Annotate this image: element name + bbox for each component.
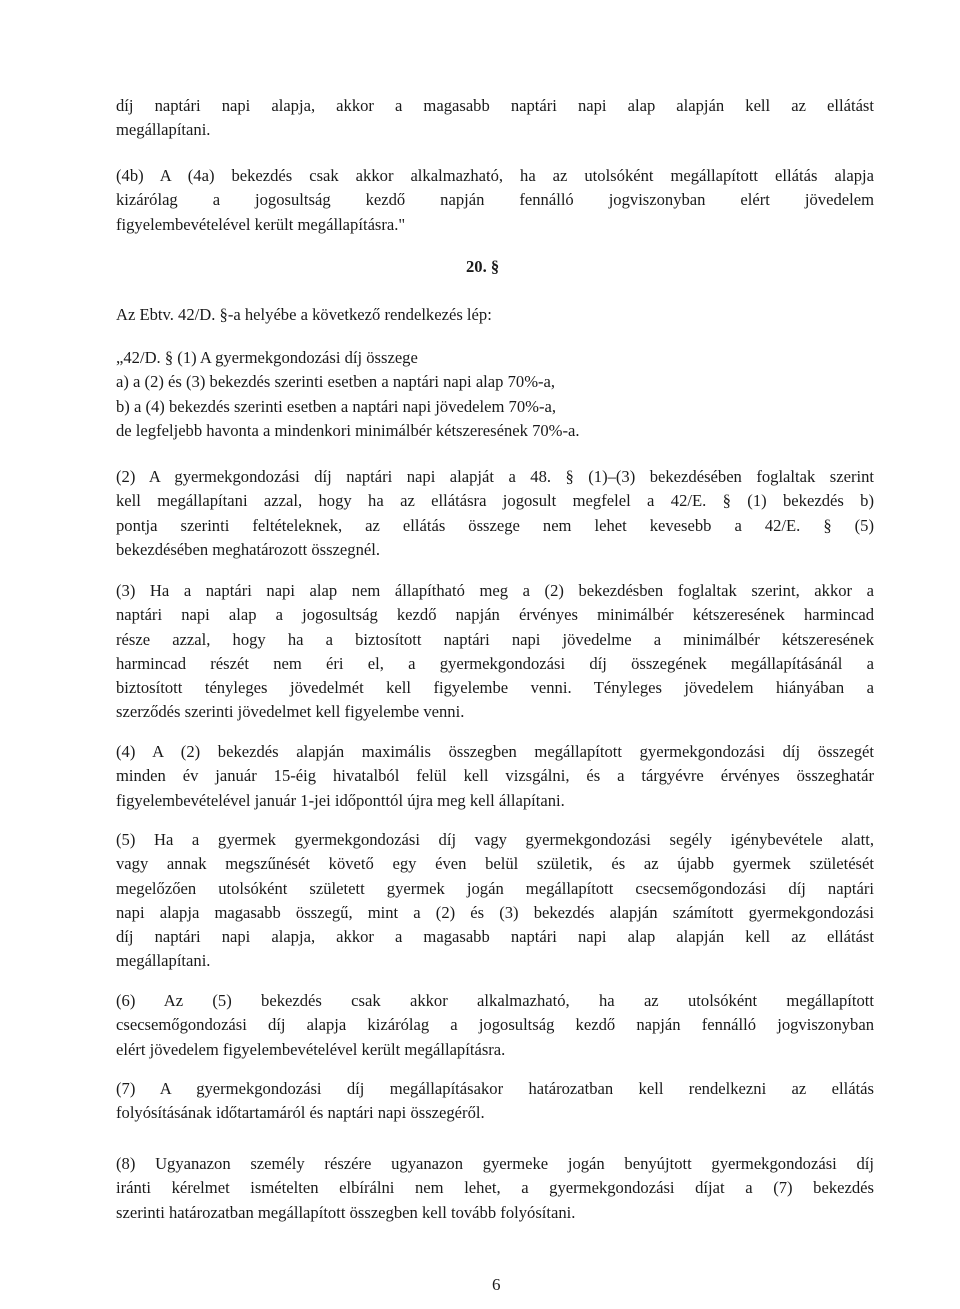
text-line: folyósításának időtartamáról és naptári napi összegéről. — [116, 1103, 485, 1123]
section-number: 20. § — [466, 257, 500, 276]
text-line: megállapítani. — [116, 120, 211, 140]
text-line: napi alapja magasabb összegű, mint a (2) és (3) bekezdés alapján számított gyermekgondozási — [116, 902, 874, 922]
text-line: Az Ebtv. 42/D. §-a helyébe a következő rendelkezés lép: — [116, 305, 492, 324]
text-line: figyelembevételével január 1-jei időponttól újra meg kell állapítani. — [116, 790, 565, 810]
text-line: (5) Ha a gyermek gyermekgondozási díj vagy gyermekgondozási segély igénybevétele alatt, — [116, 830, 874, 849]
text-line: megelőzően utolsóként született gyermek jogán megállapított csecsemőgondozási díj naptári — [116, 878, 874, 898]
paragraph-2 — [116, 465, 874, 562]
text-line: díj naptári napi alapja, akkor a magasabb naptári napi alap alapján kell az ellátást — [116, 927, 874, 947]
text-line: minden év január 15-éig hivatalból felül kell vizsgálni, és a tárgyévre érvényes összeghatár — [116, 766, 874, 786]
text-line: szerződés szerinti jövedelmet kell figyelembe venni. — [116, 702, 465, 722]
text-line: (8) Ugyanazon személy részére ugyanazon gyermeke jogán benyújtott gyermekgondozási díj — [116, 1154, 874, 1173]
text-line: b) a (4) bekezdés szerinti esetben a naptári napi jövedelem 70%-a, — [116, 396, 557, 416]
text-line: kizárólag a jogosultság kezdő napján fennálló jogviszonyban elért jövedelem — [116, 190, 874, 210]
text-line: figyelembevételével került megállapításra." — [116, 214, 406, 234]
text-line: (2) A gyermekgondozási díj naptári napi alapját a 48. § (1)–(3) bekezdésében foglaltak szerint — [116, 467, 874, 486]
text-line: vagy annak megszűnését követő egy éven belül születik, és az újabb gyermek születését — [116, 854, 874, 874]
text-line: bekezdésében meghatározott összegnél. — [116, 539, 381, 559]
text-line: része azzal, hogy ha a biztosított naptári napi jövedelme a minimálbér kétszeresének — [116, 629, 874, 649]
amendment-intro — [116, 303, 874, 327]
paragraph-3 — [116, 579, 874, 725]
text-line: (4) A (2) bekezdés alapján maximális összegben megállapított gyermekgondozási díj összegét — [116, 742, 874, 761]
text-line: iránti kérelmet ismételten elbírálni nem lehet, a gyermekgondozási díjat a (7) bekezdés — [116, 1178, 874, 1198]
text-line: szerinti határozatban megállapított összegben kell tovább folyósítani. — [116, 1202, 576, 1222]
paragraph-1 — [116, 346, 874, 443]
paragraph-7 — [116, 1077, 874, 1126]
page-number: 6 — [492, 1275, 501, 1294]
text-line: harmincad részét nem éri el, a gyermekgondozási díj összegének megállapításánál a — [116, 653, 874, 673]
paragraph-8 — [116, 1152, 874, 1225]
text-line: díj naptári napi alapja, akkor a magasabb naptári napi alap alapján kell az ellátást — [116, 96, 874, 115]
text-line: a) a (2) és (3) bekezdés szerinti esetben a naptári napi alap 70%-a, — [116, 372, 556, 392]
paragraph-4b — [116, 164, 874, 237]
paragraph-5 — [116, 828, 874, 974]
text-line: naptári napi alap a jogosultság kezdő napján érvényes minimálbér kétszeresének harmincad — [116, 605, 874, 625]
paragraph-6 — [116, 989, 874, 1062]
text-line: „42/D. § (1) A gyermekgondozási díj összege — [116, 348, 418, 367]
text-line: megállapítani. — [116, 951, 211, 971]
text-line: (7) A gyermekgondozási díj megállapításakor határozatban kell rendelkezni az ellátás — [116, 1079, 874, 1098]
text-line: kell megállapítani azzal, hogy ha az ellátásra jogosult megfelel a 42/E. § (1) bekezdés b) — [116, 491, 874, 511]
text-line: de legfeljebb havonta a mindenkori minimálbér kétszeresének 70%-a. — [116, 420, 580, 440]
text-line: (6) Az (5) bekezdés csak akkor alkalmazható, ha az utolsóként megállapított — [116, 991, 874, 1010]
text-line: (3) Ha a naptári napi alap nem állapítható meg a (2) bekezdésben foglaltak szerint, akkor a — [116, 581, 874, 600]
text-line: pontja szerinti feltételeknek, az ellátás összege nem lehet kevesebb a 42/E. § (5) — [116, 515, 874, 535]
text-line: (4b) A (4a) bekezdés csak akkor alkalmazható, ha az utolsóként megállapított ellátás alapja — [116, 166, 874, 185]
text-line: elért jövedelem figyelembevételével került megállapításra. — [116, 1039, 506, 1059]
text-line: biztosított tényleges jövedelmét kell figyelembe venni. Tényleges jövedelem hiányában a — [116, 678, 874, 698]
paragraph-4 — [116, 740, 874, 813]
text-line: csecsemőgondozási díj alapja kizárólag a jogosultság kezdő napján fennálló jogviszonyban — [116, 1015, 874, 1035]
continued-paragraph — [116, 94, 874, 143]
